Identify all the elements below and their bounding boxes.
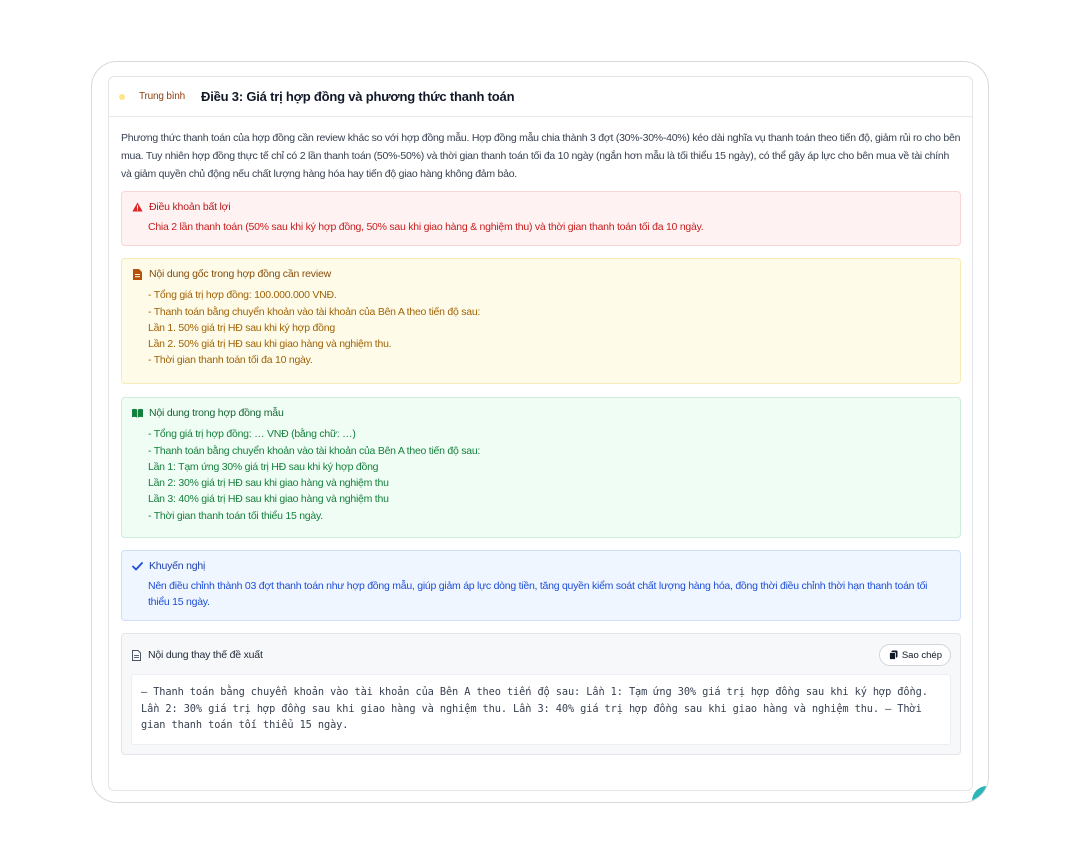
clause-description: Phương thức thanh toán của hợp đồng cần review khác so với hợp đồng mẫu. Hợp đồng mẫu chia thành 3 đợt (30%-30%-40%) kéo dài nghĩa vụ thanh toán theo tiến độ, giảm rủi ro cho bên mua. Tuy nhiên hợp đồng thực tế chỉ có 2 lần thanh toán (50%-50%) và thời gian thanh toán tối đa 10 ngày (ngắn hơn mẫu là tối thiểu 15 ngày), có thể gây áp lực cho bên mua về tài chính và giảm quyền chủ động nếu chất lượng hàng hóa hay tiến độ giao hàng không đảm bảo. <box>121 132 961 180</box>
severity-badge: Trung bình <box>139 91 185 102</box>
original-line: Lần 1. 50% giá trị HĐ sau khi ký hợp đồng <box>148 321 335 334</box>
copy-button-label: Sao chép <box>901 649 942 661</box>
template-line: Lần 2: 30% giá trị HĐ sau khi giao hàng và nghiệm thu <box>148 477 389 490</box>
replacement-text[interactable]: – Thanh toán bằng chuyển khoản vào tài khoản của Bên A theo tiến độ sau: Lần 1: Tạm ứng 30% giá trị hợp đồng sau khi ký hợp đồng. Lần 2: 30% giá trị hợp đồng sau khi giao hàng và nghiệm thu. Lần 3: 40% giá trị hợp đồng sau khi giao hàng và nghiệm thu. – Thời gian thanh toán tối thiểu 15 ngày. <box>131 674 951 745</box>
template-heading: Nội dung trong hợp đồng mẫu <box>149 407 284 420</box>
template-line: Lần 1: Tạm ứng 30% giá trị HĐ sau khi ký hợp đồng <box>148 460 379 473</box>
severity-dot <box>119 94 125 100</box>
clause-title: Điều 3: Giá trị hợp đồng và phương thức thanh toán <box>201 89 515 104</box>
clause-body <box>109 117 972 755</box>
recommendation-heading: Khuyến nghị <box>149 560 206 573</box>
original-line: - Thanh toán bằng chuyển khoản vào tài khoản của Bên A theo tiến độ sau: <box>148 305 481 318</box>
recommendation-text: Nên điều chỉnh thành 03 đợt thanh toán như hợp đồng mẫu, giúp giảm áp lực dòng tiền, tăng quyền kiểm soát chất lượng hàng hóa, đồng thời điều chỉnh thời hạn thanh toán tối thiểu 15 ngày. <box>148 580 928 609</box>
original-lines <box>132 287 950 368</box>
copy-button[interactable] <box>879 644 951 666</box>
original-heading: Nội dung gốc trong hợp đồng cần review <box>149 268 331 281</box>
template-line: - Tổng giá trị hợp đồng: … VNĐ (bằng chữ: …) <box>148 428 356 441</box>
clause-header <box>109 77 972 117</box>
template-lines <box>132 426 950 524</box>
document-icon <box>132 269 143 280</box>
replacement-box <box>121 633 961 755</box>
template-line: - Thời gian thanh toán tối thiểu 15 ngày. <box>148 509 323 522</box>
unfavorable-text: Chia 2 lần thanh toán (50% sau khi ký hợp đồng, 50% sau khi giao hàng & nghiệm thu) và thời gian thanh toán tối đa 10 ngày. <box>148 221 704 233</box>
original-line: Lần 2. 50% giá trị HĐ sau khi giao hàng và nghiệm thu. <box>148 338 392 351</box>
template-line: Lần 3: 40% giá trị HĐ sau khi giao hàng và nghiệm thu <box>148 493 389 506</box>
file-icon <box>131 650 142 661</box>
original-line: - Thời gian thanh toán tối đa 10 ngày. <box>148 354 313 367</box>
template-line: - Thanh toán bằng chuyển khoản vào tài khoản của Bên A theo tiến độ sau: <box>148 444 481 457</box>
replacement-heading: Nội dung thay thế đề xuất <box>148 649 263 662</box>
book-icon <box>132 408 143 419</box>
unfavorable-box <box>121 191 961 246</box>
clause-card <box>108 76 973 791</box>
corner-accent <box>972 786 989 803</box>
copy-icon <box>888 650 899 661</box>
check-icon <box>132 561 143 572</box>
warning-icon <box>132 202 143 213</box>
template-content-box <box>121 397 961 538</box>
original-line: - Tổng giá trị hợp đồng: 100.000.000 VNĐ. <box>148 289 337 302</box>
recommendation-box <box>121 550 961 621</box>
device-frame <box>91 61 989 803</box>
original-content-box <box>121 258 961 384</box>
unfavorable-heading: Điều khoản bất lợi <box>149 201 231 213</box>
